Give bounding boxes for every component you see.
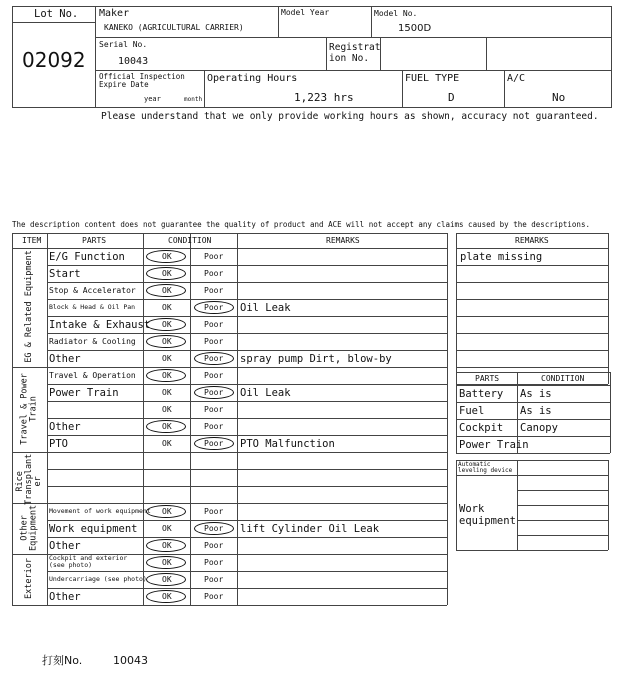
group-label: EG & Related Equipment bbox=[23, 249, 34, 363]
row-divider bbox=[47, 401, 447, 402]
condition-ok: OK bbox=[162, 303, 172, 312]
row-divider bbox=[47, 350, 447, 351]
condition-poor: Poor bbox=[204, 371, 224, 380]
grid-line bbox=[608, 233, 609, 384]
year-label: year bbox=[144, 95, 161, 103]
description-note: The description content does not guarantee the quality of product and ACE will not accept any claims caused by the descriptions. bbox=[12, 220, 590, 229]
row-part: Other bbox=[49, 540, 81, 552]
selected-ok-mark bbox=[146, 318, 186, 331]
right-remarks-header: REMARKS bbox=[515, 236, 549, 245]
selected-ok-mark bbox=[146, 505, 186, 518]
selected-poor-mark bbox=[194, 352, 234, 365]
row-divider bbox=[47, 316, 447, 317]
selected-ok-mark bbox=[146, 369, 186, 382]
condition-poor: Poor bbox=[204, 388, 224, 397]
parts-row-part: Battery bbox=[459, 388, 504, 400]
table-border bbox=[12, 233, 447, 234]
column-divider bbox=[47, 233, 48, 605]
condition-poor: Poor bbox=[204, 575, 224, 584]
row-part: Radiator & Cooling bbox=[49, 337, 136, 346]
grid-line bbox=[456, 265, 608, 266]
lot-label: Lot No. bbox=[34, 8, 79, 20]
header-parts: PARTS bbox=[82, 236, 107, 245]
grid-line bbox=[456, 233, 608, 234]
grid-line bbox=[456, 372, 610, 373]
row-remark: spray pump Dirt, blow-by bbox=[240, 353, 392, 365]
header-item: ITEM bbox=[22, 236, 42, 245]
grid-line bbox=[517, 505, 608, 506]
parts-row-part: Power Train bbox=[459, 439, 529, 451]
condition-poor: Poor bbox=[204, 269, 224, 278]
row-divider bbox=[12, 503, 447, 504]
auto-leveling-label: Automatic leveling device bbox=[458, 461, 513, 475]
grid-line bbox=[456, 436, 610, 437]
row-part: Other bbox=[49, 421, 81, 433]
condition-ok: OK bbox=[162, 507, 172, 516]
maker-label: Maker bbox=[99, 8, 130, 19]
selected-ok-mark bbox=[146, 250, 186, 263]
row-part: E/G Function bbox=[49, 251, 125, 263]
condition-poor: Poor bbox=[204, 507, 224, 516]
condition-poor: Poor bbox=[204, 354, 224, 363]
column-divider bbox=[12, 233, 13, 605]
row-part: Block & Head & Oil Pan bbox=[49, 303, 136, 311]
row-divider bbox=[47, 571, 447, 572]
group-label: Other Equipment bbox=[19, 504, 38, 551]
grid-line bbox=[456, 316, 608, 317]
condition-ok: OK bbox=[162, 575, 172, 584]
parts-row-condition: Canopy bbox=[520, 422, 558, 434]
condition-ok: OK bbox=[162, 405, 172, 414]
selected-poor-mark bbox=[194, 301, 234, 314]
registration-label: Registrat ion No. bbox=[329, 42, 381, 65]
header-condition: CONDITION bbox=[168, 236, 212, 245]
selected-ok-mark bbox=[146, 284, 186, 297]
row-remark: PTO Malfunction bbox=[240, 438, 335, 450]
group-label: Exterior bbox=[23, 557, 34, 599]
grid-line bbox=[456, 419, 610, 420]
condition-poor: Poor bbox=[204, 320, 224, 329]
condition-poor: Poor bbox=[204, 524, 224, 533]
grid-line bbox=[456, 402, 610, 403]
hours-note: Please understand that we only provide working hours as shown, accuracy not guaranteed. bbox=[101, 111, 599, 122]
condition-ok: OK bbox=[162, 269, 172, 278]
selected-poor-mark bbox=[194, 437, 234, 450]
condition-poor: Poor bbox=[204, 303, 224, 312]
grid-line bbox=[456, 248, 608, 249]
selected-poor-mark bbox=[194, 522, 234, 535]
row-divider bbox=[47, 418, 447, 419]
condition-poor: Poor bbox=[204, 541, 224, 550]
condition-ok: OK bbox=[162, 252, 172, 261]
hours-label: Operating Hours bbox=[207, 73, 298, 84]
row-part: Start bbox=[49, 268, 81, 280]
grid-line bbox=[456, 460, 457, 550]
row-divider bbox=[47, 588, 447, 589]
grid-line bbox=[610, 372, 611, 453]
row-divider bbox=[47, 299, 447, 300]
serial-label: Serial No. bbox=[99, 40, 148, 49]
grid-line bbox=[456, 282, 608, 283]
lot-value: 02092 bbox=[22, 48, 86, 72]
selected-ok-mark bbox=[146, 539, 186, 552]
row-part: Intake & Exhaust bbox=[49, 319, 151, 331]
fuel-label: FUEL TYPE bbox=[405, 73, 460, 84]
selected-ok-mark bbox=[146, 590, 186, 603]
grid-line bbox=[456, 385, 610, 386]
row-part: PTO bbox=[49, 438, 68, 450]
condition-ok: OK bbox=[162, 439, 172, 448]
row-divider bbox=[47, 435, 447, 436]
row-divider bbox=[47, 520, 447, 521]
column-divider bbox=[237, 233, 238, 605]
grid-line bbox=[456, 453, 610, 454]
grid-line bbox=[456, 333, 608, 334]
grid-line bbox=[456, 233, 457, 384]
selected-poor-mark bbox=[194, 386, 234, 399]
condition-ok: OK bbox=[162, 541, 172, 550]
row-remark: Oil Leak bbox=[240, 302, 291, 314]
header-divider bbox=[12, 248, 447, 249]
inspection-label: Official Inspection Expire Date bbox=[99, 72, 185, 89]
row-part: Movement of work equipment bbox=[49, 507, 151, 515]
grid-line bbox=[517, 535, 608, 536]
row-divider bbox=[47, 486, 447, 487]
condition-ok: OK bbox=[162, 371, 172, 380]
condition-poor: Poor bbox=[204, 439, 224, 448]
condition-ok: OK bbox=[162, 320, 172, 329]
parts-row-part: Fuel bbox=[459, 405, 485, 417]
row-divider bbox=[47, 282, 447, 283]
right-remark: plate missing bbox=[460, 251, 543, 263]
model-year-label: Model Year bbox=[281, 8, 330, 17]
maker-value: KANEKO (AGRICULTURAL CARRIER) bbox=[104, 23, 244, 32]
parts-row-condition: As is bbox=[520, 405, 552, 417]
condition-poor: Poor bbox=[204, 286, 224, 295]
condition-ok: OK bbox=[162, 592, 172, 601]
row-divider bbox=[47, 384, 447, 385]
row-divider bbox=[12, 452, 447, 453]
selected-ok-mark bbox=[146, 267, 186, 280]
row-part: Power Train bbox=[49, 387, 119, 399]
grid-line bbox=[517, 520, 608, 521]
hours-value: 1,223 hrs bbox=[294, 91, 354, 104]
column-divider bbox=[143, 233, 144, 605]
serial-value: 10043 bbox=[118, 56, 149, 67]
row-part: Travel & Operation bbox=[49, 371, 136, 380]
selected-ok-mark bbox=[146, 573, 186, 586]
condition-poor: Poor bbox=[204, 592, 224, 601]
grid-line bbox=[456, 367, 608, 368]
table-border bbox=[12, 605, 447, 606]
row-divider bbox=[47, 537, 447, 538]
ac-label: A/C bbox=[507, 73, 526, 84]
parts-row-part: Cockpit bbox=[459, 422, 504, 434]
grid-line bbox=[517, 490, 608, 491]
row-divider bbox=[47, 265, 447, 266]
condition-ok: OK bbox=[162, 388, 172, 397]
grid-line bbox=[456, 475, 608, 476]
grid-line bbox=[608, 460, 609, 550]
selected-ok-mark bbox=[146, 556, 186, 569]
month-label: month bbox=[184, 96, 203, 103]
work-equipment-label: Work equipment bbox=[459, 503, 516, 528]
condition-poor: Poor bbox=[204, 558, 224, 567]
selected-ok-mark bbox=[146, 420, 186, 433]
condition-ok: OK bbox=[162, 558, 172, 567]
condition-poor: Poor bbox=[204, 337, 224, 346]
grid-line bbox=[456, 299, 608, 300]
selected-ok-mark bbox=[146, 335, 186, 348]
model-no-label: Model No. bbox=[374, 9, 418, 18]
row-part: Other bbox=[49, 353, 81, 365]
fuel-value: D bbox=[448, 91, 455, 104]
row-part: Other bbox=[49, 591, 81, 603]
row-remark: Oil Leak bbox=[240, 387, 291, 399]
row-divider bbox=[47, 333, 447, 334]
parts-row-condition: As is bbox=[520, 388, 552, 400]
ac-value: No bbox=[552, 91, 566, 104]
row-divider bbox=[12, 367, 447, 368]
condition-header: CONDITION bbox=[541, 374, 585, 383]
group-label: Travel & Power Train bbox=[19, 372, 38, 445]
stamp-label: 打刻No. bbox=[42, 654, 83, 667]
stamp-value: 10043 bbox=[113, 654, 148, 667]
condition-ok: OK bbox=[162, 354, 172, 363]
row-part: Cockpit and exterior (see photo) bbox=[49, 554, 128, 569]
condition-poor: Poor bbox=[204, 405, 224, 414]
condition-poor: Poor bbox=[204, 422, 224, 431]
header-remarks: REMARKS bbox=[326, 236, 360, 245]
row-remark: lift Cylinder Oil Leak bbox=[240, 523, 380, 535]
column-divider bbox=[447, 233, 448, 605]
column-divider bbox=[190, 233, 191, 605]
row-part: Work equipment bbox=[49, 523, 138, 535]
condition-ok: OK bbox=[162, 337, 172, 346]
condition-poor: Poor bbox=[204, 252, 224, 261]
grid-line bbox=[456, 350, 608, 351]
condition-ok: OK bbox=[162, 422, 172, 431]
row-part: Undercarriage (see photo) bbox=[49, 575, 147, 583]
condition-ok: OK bbox=[162, 524, 172, 533]
model-no-value: 1500D bbox=[398, 23, 432, 34]
row-part: Stop & Accelerator bbox=[49, 286, 136, 295]
grid-line bbox=[456, 550, 608, 551]
row-divider bbox=[47, 469, 447, 470]
condition-ok: OK bbox=[162, 286, 172, 295]
group-label: Rice Transplant er bbox=[14, 453, 43, 505]
parts-header: PARTS bbox=[475, 374, 500, 383]
